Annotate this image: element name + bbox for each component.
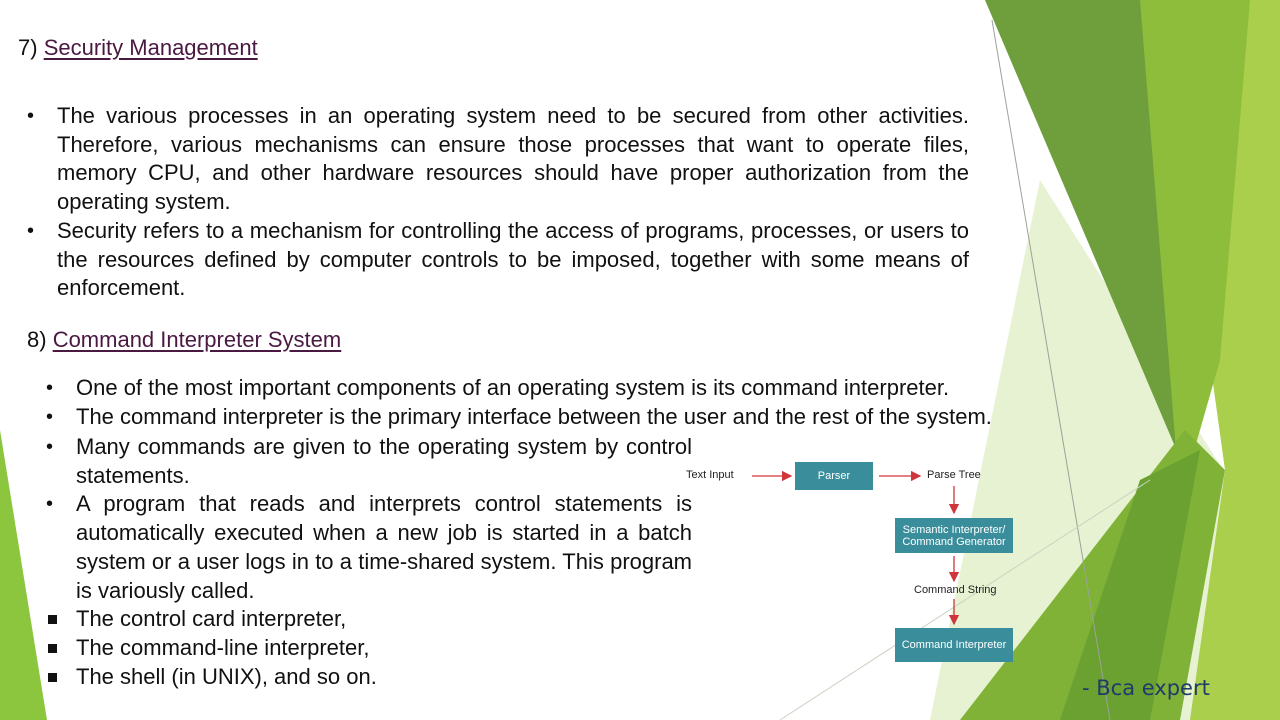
bullet-square	[48, 644, 57, 653]
list-item: The control card interpreter,	[46, 605, 692, 634]
semantic-line-1: Semantic Interpreter/	[902, 523, 1006, 536]
parser-box: Parser	[795, 462, 873, 490]
bullet-dot: •	[27, 219, 35, 242]
bullet-square	[48, 615, 57, 624]
command-interpreter-diagram	[680, 455, 1020, 670]
section7-number: 7)	[18, 35, 38, 60]
list-item: The command-line interpreter,	[46, 634, 692, 663]
command-interpreter-box: Command Interpreter	[895, 628, 1013, 662]
section7-heading	[18, 35, 258, 61]
section7-title: Security Management	[43, 35, 258, 60]
section8-title: Command Interpreter System	[52, 327, 342, 352]
bullet-dot: •	[46, 377, 54, 399]
command-interpreter-bullet-list	[46, 374, 1106, 431]
list-item: • The various processes in an operating system need to be secured from other activities. Therefore, various mechanisms can ensure those processes that want to operate files, memory CPU, and other hardware resources should have proper authorization from the operating system.	[27, 103, 969, 215]
list-item: The shell (in UNIX), and so on.	[46, 663, 692, 692]
section8-number: 8)	[27, 327, 47, 352]
list-item: • The command interpreter is the primary interface between the user and the rest of the system.	[46, 403, 1106, 432]
semantic-line-2: Command Generator	[902, 535, 1006, 548]
bullet-dot: •	[46, 405, 54, 428]
bullet-dot: •	[46, 436, 54, 458]
bullet-dot: •	[27, 105, 35, 127]
command-statements-bullet-list	[46, 433, 692, 691]
text-input-label: Text Input	[686, 469, 734, 481]
bullet-dot: •	[46, 493, 54, 516]
left-green-wedge	[0, 430, 47, 720]
bullet-square	[48, 673, 57, 682]
security-bullet-list	[27, 102, 969, 303]
parse-tree-label: Parse Tree	[927, 469, 981, 481]
list-item: • Many commands are given to the operating system by control statements.	[46, 434, 692, 488]
command-string-label: Command String	[914, 584, 997, 596]
semantic-interpreter-box	[895, 518, 1013, 553]
list-item: • One of the most important components of an operating system is its command interpreter.	[46, 374, 1106, 403]
list-item: • A program that reads and interprets control statements is automatically executed when a new job is started in a batch system or a user logs in to a time-shared system. This program is variously called.	[46, 491, 692, 603]
author-credit: - Bca expert	[1082, 676, 1210, 700]
list-item: • Security refers to a mechanism for controlling the access of programs, processes, or users to the resources defined by computer controls to be imposed, together with some means of enforcement.	[27, 217, 969, 301]
section8-heading	[27, 327, 341, 353]
